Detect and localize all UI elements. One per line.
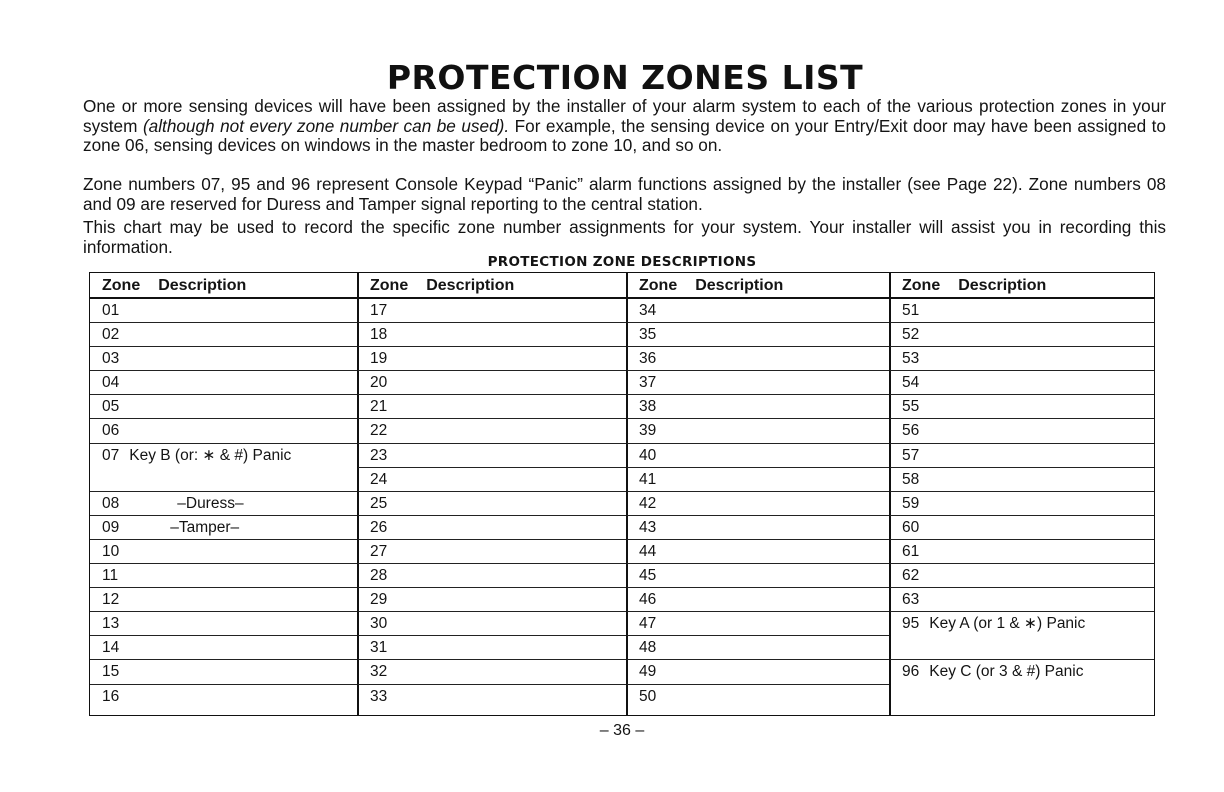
zone-number: 19: [370, 350, 388, 368]
zone-number: 59: [902, 494, 920, 512]
zone-row: [627, 323, 890, 347]
zone-row: [890, 347, 1154, 371]
zone-number: 41: [639, 470, 657, 488]
zone-row: [90, 612, 358, 636]
zone-row: [358, 395, 627, 419]
zone-row: [90, 685, 358, 709]
zone-row: [358, 636, 627, 660]
zone-number: 12: [102, 591, 120, 609]
zone-number: 03: [102, 350, 120, 368]
zone-row: [90, 419, 358, 443]
zone-row: [627, 419, 890, 443]
zone-row: [358, 588, 627, 612]
zone-number: 44: [639, 542, 657, 560]
column-header: [890, 273, 1154, 299]
zone-number: 05: [102, 398, 120, 416]
zone-number: 25: [370, 494, 388, 512]
zone-row: [627, 468, 890, 492]
zone-row: [90, 395, 358, 419]
zone-row: [90, 636, 358, 660]
zone-row: [890, 395, 1154, 419]
zone-number: 61: [902, 542, 920, 560]
zone-number: 57: [902, 446, 920, 464]
zone-number: 45: [639, 567, 657, 585]
zone-row: [627, 492, 890, 516]
zone-number: 33: [370, 687, 388, 705]
zone-number: 14: [102, 639, 120, 657]
zone-number: 18: [370, 326, 388, 344]
header-description: Description: [958, 277, 1047, 294]
zone-row: [627, 685, 890, 709]
zone-column-3: [626, 272, 891, 716]
header-zone: Zone: [902, 277, 941, 294]
column-header: [627, 273, 890, 299]
zone-number: 17: [370, 302, 388, 319]
zone-number: 16: [102, 687, 120, 705]
zone-number: 50: [639, 687, 657, 705]
zone-row: [890, 612, 1154, 660]
zone-row: [358, 685, 627, 709]
zone-number: 42: [639, 494, 657, 512]
zone-row: [358, 468, 627, 492]
zone-number: 02: [102, 326, 120, 344]
zone-number: 11: [102, 567, 119, 585]
zone-number: 51: [902, 302, 920, 319]
zone-rows: [358, 299, 627, 709]
zone-number: 62: [902, 567, 920, 585]
zone-number: 29: [370, 591, 388, 609]
zone-row: [627, 636, 890, 660]
zone-row: [890, 588, 1154, 612]
zone-row: [890, 468, 1154, 492]
zone-number: 96: [902, 663, 920, 681]
zone-row: [90, 347, 358, 371]
zone-number: 47: [639, 615, 657, 633]
intro-text-italic: (although not every zone number can be used).: [142, 115, 510, 136]
zone-number: 06: [102, 422, 120, 440]
header-zone: Zone: [370, 277, 409, 294]
zone-description: –Duress–: [177, 494, 244, 512]
zone-row: [627, 347, 890, 371]
zone-row: [358, 347, 627, 371]
zone-description: Key A (or 1 & ∗) Panic: [929, 615, 1086, 633]
zone-number: 43: [639, 518, 657, 536]
zone-row: [358, 612, 627, 636]
zone-row: [627, 660, 890, 684]
zone-number: 55: [902, 398, 920, 416]
zone-row: [890, 371, 1154, 395]
zone-row: [627, 564, 890, 588]
zone-row: [627, 395, 890, 419]
zone-description: Key C (or 3 & #) Panic: [929, 663, 1084, 681]
zone-row: [90, 323, 358, 347]
intro-paragraph: [83, 97, 1166, 156]
zone-number: 37: [639, 374, 657, 392]
zone-number: 35: [639, 326, 657, 344]
zone-row: [90, 564, 358, 588]
zone-row: [358, 540, 627, 564]
zone-row: [90, 660, 358, 684]
zone-number: 58: [902, 470, 920, 488]
zone-number: 38: [639, 398, 657, 416]
zone-row: [358, 660, 627, 684]
page-title: PROTECTION ZONES LIST: [386, 58, 864, 97]
zone-number: 28: [370, 567, 388, 585]
zone-row: [627, 516, 890, 540]
zone-row: [890, 516, 1154, 540]
zone-number: 07: [102, 446, 120, 464]
zone-column-2: [357, 272, 628, 716]
panic-zones-paragraph: Zone numbers 07, 95 and 96 represent Console Keypad “Panic” alarm functions assigned by the installer (see Page 22). Zone numbers 08 and 09 are reserved for Duress and Tamper signal reporting to the central station.: [83, 174, 1166, 214]
zone-column-1: [89, 272, 359, 716]
zone-row: [890, 323, 1154, 347]
zone-row: [90, 371, 358, 395]
zone-row: [890, 299, 1154, 323]
zone-number: 39: [639, 422, 657, 440]
zone-row: [358, 323, 627, 347]
zone-number: 01: [102, 302, 120, 319]
zone-column-4: [889, 272, 1155, 716]
zone-row: [627, 444, 890, 468]
zone-description: Key B (or: ∗ & #) Panic: [129, 446, 292, 464]
intro-text-b: For example, the sensing device on your Entry/Exit door may have been assigned to zone 06, sensing devices on windows in the master bedroom to zone 10, and so on.: [83, 115, 1166, 155]
zone-row: [90, 540, 358, 564]
zone-row: [90, 492, 358, 516]
zone-number: 24: [370, 470, 388, 488]
zone-row: [627, 299, 890, 323]
zone-number: 30: [370, 615, 388, 633]
zone-row: [890, 564, 1154, 588]
zone-row: [358, 419, 627, 443]
zone-number: 95: [902, 615, 920, 633]
zone-row: [890, 660, 1154, 708]
chart-usage-paragraph: This chart may be used to record the specific zone number assignments for your system. Your installer will assist you in recording this information.: [83, 217, 1166, 257]
zone-number: 04: [102, 374, 120, 392]
zone-number: 13: [102, 615, 120, 633]
zone-number: 56: [902, 422, 920, 440]
column-header: [358, 273, 627, 299]
zone-number: 31: [370, 639, 388, 657]
zone-row: [890, 540, 1154, 564]
zone-row: [627, 371, 890, 395]
column-header: [90, 273, 358, 299]
zone-row: [890, 492, 1154, 516]
zone-number: 32: [370, 663, 388, 681]
zone-rows: [627, 299, 890, 709]
zone-row: [90, 516, 358, 540]
zone-row: [627, 612, 890, 636]
zone-number: 09: [102, 518, 120, 536]
header-description: Description: [695, 277, 784, 294]
zone-row: [890, 419, 1154, 443]
zone-number: 53: [902, 350, 920, 368]
zone-number: 08: [102, 494, 120, 512]
zone-number: 36: [639, 350, 657, 368]
zone-number: 34: [639, 302, 657, 319]
zone-rows: [890, 299, 1154, 709]
zone-number: 40: [639, 446, 657, 464]
zone-row: [90, 444, 358, 492]
intro-text-a: One or more sensing devices will have been assigned by the installer of your alarm system to each of the various protection zones in your system: [83, 96, 1166, 136]
zone-row: [358, 444, 627, 468]
zone-number: 60: [902, 518, 920, 536]
zone-number: 27: [370, 542, 388, 560]
zone-number: 15: [102, 663, 120, 681]
zone-number: 23: [370, 446, 388, 464]
zone-description: –Tamper–: [170, 518, 240, 536]
zone-rows: [90, 299, 358, 709]
zone-row: [90, 299, 358, 323]
header-description: Description: [158, 277, 247, 294]
header-description: Description: [426, 277, 515, 294]
header-zone: Zone: [102, 277, 141, 294]
zone-number: 63: [902, 591, 920, 609]
zone-number: 10: [102, 542, 120, 560]
zone-number: 54: [902, 374, 920, 392]
zone-number: 22: [370, 422, 388, 440]
zone-number: 46: [639, 591, 657, 609]
zone-row: [358, 371, 627, 395]
zone-number: 21: [370, 398, 388, 416]
zone-row: [358, 299, 627, 323]
zone-row: [890, 444, 1154, 468]
zone-row: [627, 588, 890, 612]
zone-number: 49: [639, 663, 657, 681]
zone-number: 20: [370, 374, 388, 392]
zone-row: [90, 588, 358, 612]
zone-number: 26: [370, 518, 388, 536]
table-title: PROTECTION ZONE DESCRIPTIONS: [487, 254, 757, 270]
zone-number: 48: [639, 639, 657, 657]
zone-row: [627, 540, 890, 564]
zone-row: [358, 564, 627, 588]
zone-number: 52: [902, 326, 920, 344]
zone-row: [358, 492, 627, 516]
header-zone: Zone: [639, 277, 678, 294]
page-number: – 36 –: [599, 722, 645, 739]
zone-row: [358, 516, 627, 540]
